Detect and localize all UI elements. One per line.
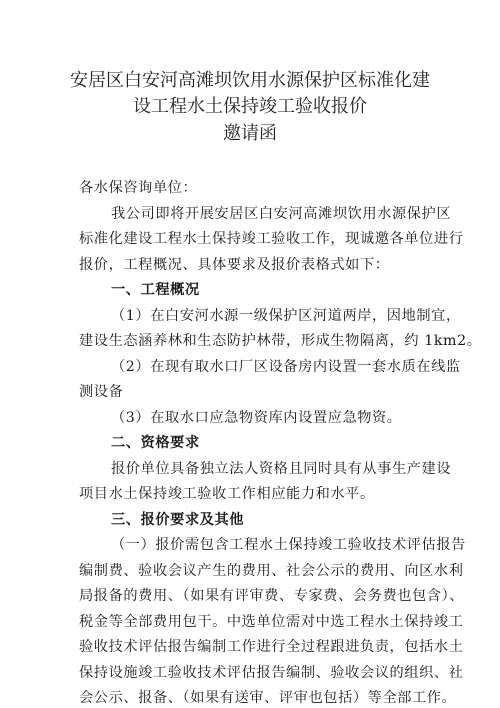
qualification-line: 报价单位具备独立法人资格且同时具有从事生产建设 bbox=[111, 460, 452, 477]
document-title-line-1: 安居区白安河高滩坝饮用水源保护区标准化建 bbox=[70, 70, 430, 91]
overview-line: （2）在现有取水口厂区设备房内设置一套水质在线监 bbox=[111, 358, 461, 375]
intro-line: 我公司即将开展安居区白安河高滩坝饮用水源保护区 bbox=[111, 205, 452, 222]
overview-line: （1）在白安河水源一级保护区河道两岸，因地制宜， bbox=[111, 307, 461, 324]
quote-requirement-line: 局报备的费用、（如果有评审费、专家费、会务费也包含）、 bbox=[79, 588, 465, 604]
qualification-line: 项目水土保持竣工验收工作相应能力和水平。 bbox=[79, 486, 375, 502]
salutation: 各水保咨询单位： bbox=[79, 180, 198, 196]
document-title-line-3: 邀请函 bbox=[223, 123, 277, 144]
quote-requirement-line: 编制费、验收会议产生的费用、社会公示的费用、向区水利 bbox=[79, 562, 464, 579]
intro-line: 报价，工程概况、具体要求及报价表格式如下： bbox=[79, 256, 390, 273]
section-heading-quote-requirements: 三、报价要求及其他 bbox=[111, 511, 245, 528]
section-heading-overview: 一、工程概况 bbox=[111, 282, 200, 298]
quote-requirement-line: 会公示、报备、（如果有送审、评审也包括）等全部工作。 bbox=[79, 690, 457, 706]
overview-line: （3）在取水口应急物资库内设置应急物资。 bbox=[111, 409, 402, 426]
quote-requirement-line: 验收技术评估报告编制工作进行全过程跟进负责，包括水土 bbox=[79, 639, 464, 655]
quote-requirement-line: 保持设施竣工验收技术评估报告编制、验收会议的组织、社 bbox=[79, 664, 464, 681]
document-title-line-2: 设工程水土保持竣工验收报价 bbox=[133, 96, 367, 117]
intro-line: 标准化建设工程水土保持竣工验收工作，现诚邀各单位进行 bbox=[79, 231, 464, 247]
overview-line: 建设生态涵养林和生态防护林带，形成生物隔离，约 1km2。 bbox=[79, 333, 482, 349]
quote-requirement-line: （一）报价需包含工程水土保持竣工验收技术评估报告 bbox=[111, 537, 466, 553]
overview-line: 测设备 bbox=[79, 384, 124, 400]
section-heading-qualification: 二、资格要求 bbox=[111, 435, 200, 451]
quote-requirement-line: 税金等全部费用包干。中选单位需对中选工程水土保持竣工 bbox=[79, 613, 464, 630]
